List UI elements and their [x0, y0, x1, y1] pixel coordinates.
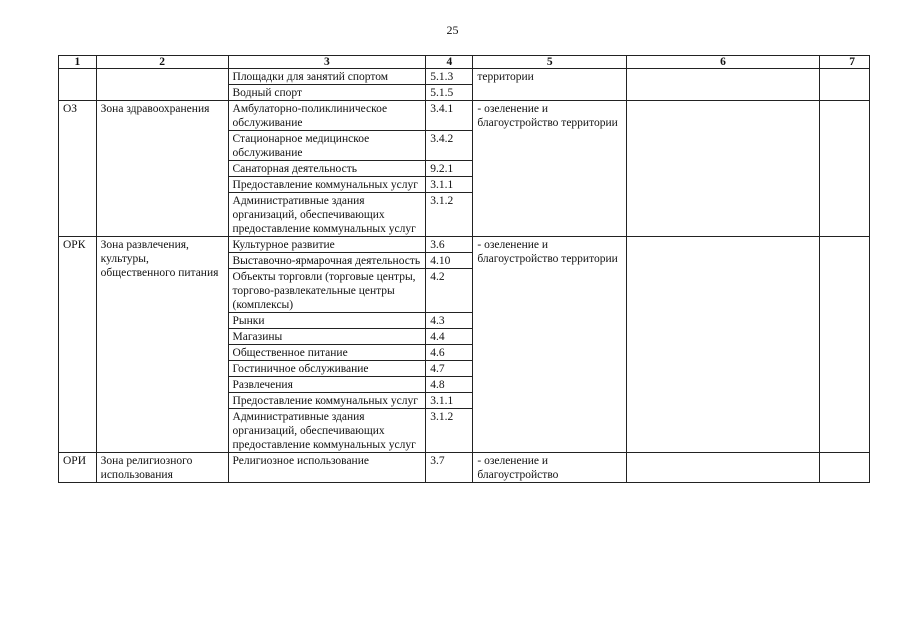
- code-cell: 3.1.2: [426, 193, 473, 237]
- header-cell-5: 5: [473, 56, 627, 69]
- use-cell: Амбулаторно-поликлиническое обслуживание: [228, 101, 426, 131]
- use-cell: Площадки для занятий спортом: [228, 69, 426, 85]
- use-cell: Водный спорт: [228, 85, 426, 101]
- notes-cell: - озеленение и благоустройство: [473, 453, 627, 483]
- code-cell: 4.8: [426, 377, 473, 393]
- use-cell: Административные здания организаций, обеспечивающих предоставление коммунальных услуг: [228, 193, 426, 237]
- code-cell: 4.6: [426, 345, 473, 361]
- use-cell: Административные здания организаций, обеспечивающих предоставление коммунальных услуг: [228, 409, 426, 453]
- code-cell: 3.6: [426, 237, 473, 253]
- use-cell: Религиозное использование: [228, 453, 426, 483]
- zone-code-cell: [59, 69, 97, 101]
- zone-code-cell: ОРИ: [59, 453, 97, 483]
- header-cell-4: 4: [426, 56, 473, 69]
- col6-cell: [627, 237, 820, 453]
- use-cell: Объекты торговли (торговые центры, торгово-развлекательные центры (комплексы): [228, 269, 426, 313]
- use-cell: Общественное питание: [228, 345, 426, 361]
- code-cell: 3.4.1: [426, 101, 473, 131]
- use-cell: Предоставление коммунальных услуг: [228, 393, 426, 409]
- use-cell: Выставочно-ярмарочная деятельность: [228, 253, 426, 269]
- use-cell: Развлечения: [228, 377, 426, 393]
- use-cell: Предоставление коммунальных услуг: [228, 177, 426, 193]
- header-cell-3: 3: [228, 56, 426, 69]
- header-cell-1: 1: [59, 56, 97, 69]
- notes-cell: территории: [473, 69, 627, 101]
- code-cell: 5.1.5: [426, 85, 473, 101]
- notes-cell: - озеленение и благоустройство территории: [473, 237, 627, 453]
- notes-cell: - озеленение и благоустройство территории: [473, 101, 627, 237]
- col7-cell: [819, 69, 869, 101]
- code-cell: 3.4.2: [426, 131, 473, 161]
- use-cell: Магазины: [228, 329, 426, 345]
- use-cell: Гостиничное обслуживание: [228, 361, 426, 377]
- table-row: [59, 237, 870, 253]
- table-row: [59, 69, 870, 85]
- table-row: [59, 453, 870, 483]
- code-cell: 9.2.1: [426, 161, 473, 177]
- use-cell: Культурное развитие: [228, 237, 426, 253]
- code-cell: 4.10: [426, 253, 473, 269]
- col7-cell: [819, 237, 869, 453]
- col7-cell: [819, 101, 869, 237]
- code-cell: 5.1.3: [426, 69, 473, 85]
- col6-cell: [627, 453, 820, 483]
- header-row: [59, 56, 870, 69]
- code-cell: 4.2: [426, 269, 473, 313]
- zone-name-cell: Зона религиозного использования: [96, 453, 228, 483]
- zone-name-cell: Зона развлечения, культуры, общественного питания: [96, 237, 228, 453]
- col6-cell: [627, 101, 820, 237]
- use-cell: Санаторная деятельность: [228, 161, 426, 177]
- code-cell: 4.7: [426, 361, 473, 377]
- header-cell-7: 7: [819, 56, 869, 69]
- table-row: [59, 101, 870, 131]
- zone-name-cell: Зона здравоохранения: [96, 101, 228, 237]
- header-cell-6: 6: [627, 56, 820, 69]
- code-cell: 3.1.2: [426, 409, 473, 453]
- zone-code-cell: ОРК: [59, 237, 97, 453]
- code-cell: 4.4: [426, 329, 473, 345]
- code-cell: 3.1.1: [426, 177, 473, 193]
- zoning-table: [58, 55, 870, 483]
- zone-name-cell: [96, 69, 228, 101]
- code-cell: 3.1.1: [426, 393, 473, 409]
- col7-cell: [819, 453, 869, 483]
- header-cell-2: 2: [96, 56, 228, 69]
- code-cell: 3.7: [426, 453, 473, 483]
- zone-code-cell: ОЗ: [59, 101, 97, 237]
- use-cell: Рынки: [228, 313, 426, 329]
- use-cell: Стационарное медицинское обслуживание: [228, 131, 426, 161]
- code-cell: 4.3: [426, 313, 473, 329]
- col6-cell: [627, 69, 820, 101]
- page-number: 25: [446, 23, 459, 37]
